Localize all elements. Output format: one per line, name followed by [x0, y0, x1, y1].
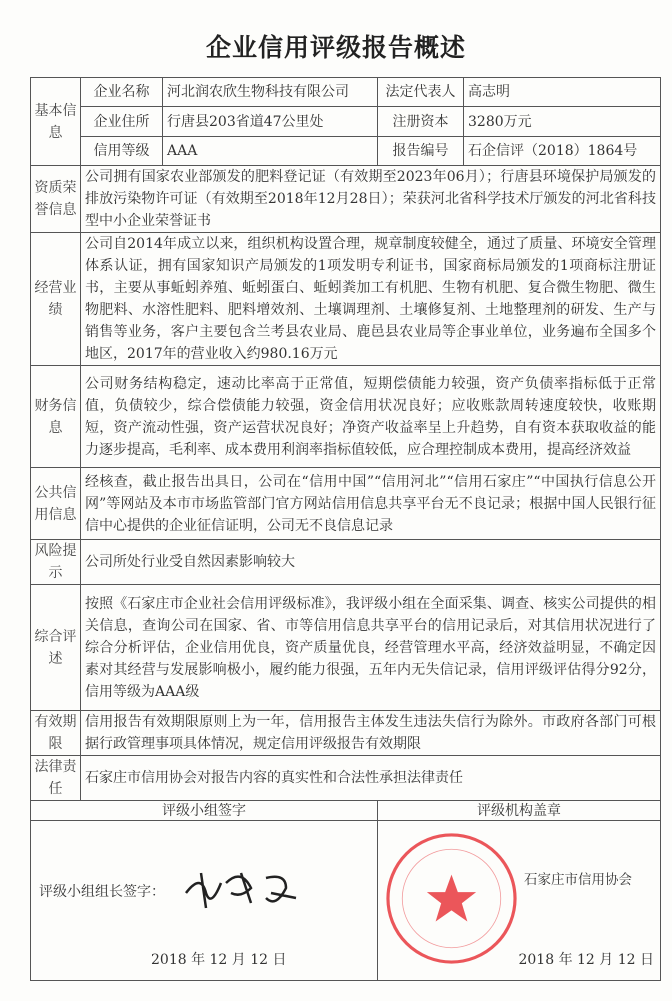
- sign-header-left: 评级小组签字: [31, 801, 378, 821]
- sign-area-left: [31, 821, 378, 981]
- page-title: 企业信用评级报告概述: [205, 33, 466, 62]
- basic-info-label: 基本信息: [31, 78, 81, 166]
- sign-area-right: [378, 821, 661, 981]
- section-label: 资质荣誉信息: [31, 166, 81, 233]
- report-table: [30, 77, 661, 981]
- legal-text: 石家庄市信用协会对报告内容的真实性和合法性承担法律责任: [81, 756, 661, 801]
- address-label: 企业住所: [81, 107, 163, 137]
- legal-rep-label: 法定代表人: [378, 78, 464, 107]
- capital-label: 注册资本: [378, 107, 464, 137]
- section-label: 综合评述: [31, 585, 81, 711]
- sign-header-right: 评级机构盖章: [378, 801, 661, 821]
- validity-text: 信用报告有效期限原则上为一年，信用报告主体发生违法失信行为除外。市政府各部门可根据行政管理事项具体情况，规定信用评级报告有效期限: [81, 711, 661, 756]
- financial-text: 公司财务结构稳定，速动比率高于正常值，短期偿债能力较强，资产负债率指标低于正常值，负债较少，综合偿债能力较强，资金信用状况良好；应收账款周转速度较快，收账期短，资产流动性强，资产运营状况良好；净资产收益率呈上升趋势，自有资本获取收益的能力逐步提高，毛利率、成本费用利润率指标值较低，应合理控制成本费用，提高经济效益: [81, 366, 661, 468]
- report-no: 石企信评（2018）1864号: [464, 137, 661, 166]
- section-label: 有效期限: [31, 711, 81, 756]
- section-label: 财务信息: [31, 366, 81, 468]
- risk-text: 公司所处行业受自然因素影响较大: [81, 540, 661, 585]
- summary-text: 按照《石家庄市企业社会信用评级标准》，我评级小组在全面采集、调查、核实公司提供的相关信息，查询公司在国家、省、市等信用信息共享平台的信用记录后，对其信用状况进行了综合分析评估，企业信用优良，资产质量优良，经营管理水平高，经济效益明显，不确定因素对其经营与发展影响极小，履约能力很强，五年内无失信记录，信用评级评估得分92分，信用等级为AAA级: [81, 585, 661, 711]
- report-no-label: 报告编号: [378, 137, 464, 166]
- address: 行唐县203省道47公里处: [163, 107, 378, 137]
- org-name: 石家庄市信用协会: [524, 872, 632, 888]
- section-label: 经营业绩: [31, 233, 81, 366]
- right-date: 2018 年 12 月 12 日: [518, 952, 654, 968]
- legal-rep: 高志明: [464, 78, 661, 107]
- capital: 3280万元: [464, 107, 661, 137]
- performance-text: 公司自2014年成立以来，组织机构设置合理，规章制度较健全，通过了质量、环境安全管理体系认证，拥有国家知识产局颁发的1项发明专利证书，国家商标局颁发的1项商标注册证书，主要从事蚯蚓养殖、蚯蚓蛋白、蚯蚓粪加工有机肥、生物有机肥、复合微生物肥、微生物肥料、水溶性肥料、肥料增效剂、土壤调理剂、土壤修复剂、土地整理剂的研发、生产与销售等业务，客户主要包含兰考县农业局、鹿邑县农业局等企事业单位，业务遍布全国多个地区，2017年的营业收入约980.16万元: [81, 233, 661, 366]
- grade-label: 信用等级: [81, 137, 163, 166]
- public-credit-text: 经核查，截止报告出具日，公司在“信用中国”“信用河北”“信用石家庄”“中国执行信息公开网”等网站及本市市场监管部门官方网站信用信息共享平台无不良记录；根据中国人民银行征信中心提供的企业征信证明，公司无不良信息记录: [81, 468, 661, 540]
- credit-grade: AAA: [163, 137, 378, 166]
- section-label: 公共信用信息: [31, 468, 81, 540]
- section-label: 法律责任: [31, 756, 81, 801]
- handwritten-signature: [181, 863, 321, 913]
- qualification-text: 公司拥有国家农业部颁发的肥料登记证（有效期至2023年06月）；行唐县环境保护局颁发的排放污染物许可证（有效期至2018年12月28日）；荣获河北省科学技术厅颁发的河北省科技型中小企业荣誉证书: [81, 166, 661, 233]
- official-seal: [384, 831, 519, 966]
- company-name-label: 企业名称: [81, 78, 163, 107]
- section-label: 风险提示: [31, 540, 81, 585]
- leader-sign-label: 评级小组组长签字：: [39, 884, 165, 900]
- left-date: 2018 年 12 月 12 日: [151, 952, 287, 968]
- company-name: 河北润农欣生物科技有限公司: [163, 78, 378, 107]
